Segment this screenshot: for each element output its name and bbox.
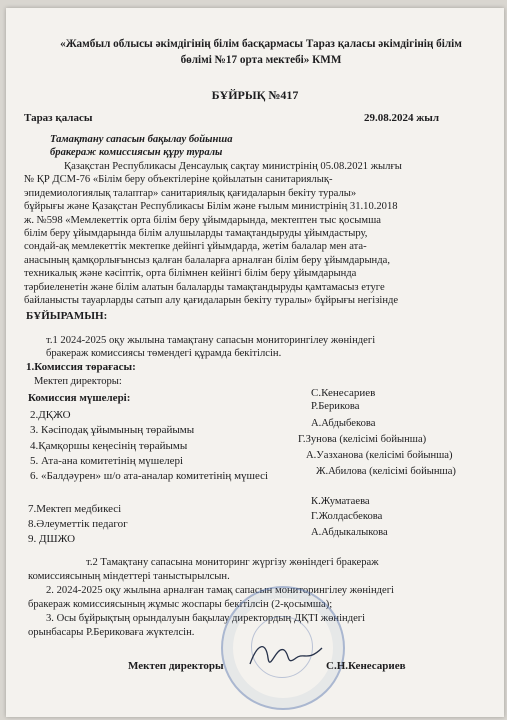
member-name: К.Жуматаева	[311, 496, 370, 507]
preamble-line: ж. №598 «Мемлекеттік орта білім беру ұйымдарында, мектептен тыс қосымша	[24, 214, 381, 226]
member-name: Р.Берикова	[311, 401, 360, 412]
member-name: Г.Зунова (келісімі бойынша)	[298, 434, 427, 445]
member-role: 7.Мектеп медбикесі	[28, 503, 122, 515]
member-role: 6. «Балдәурен» ш/о ата-аналар комитетінің мүшесі	[30, 470, 269, 482]
item-b3-line-1: 3. Осы бұйрықтың орындалуын бақылау директордың ДҚТІ жөніндегі	[46, 613, 366, 624]
member-name: Г.Жолдасбекова	[311, 511, 383, 522]
preamble-line: Қазақстан Республикасы Денсаулық сақтау министрінің 05.08.2021 жылғы	[64, 161, 402, 172]
subject-line-2: бракераж комиссиясын құру туралы	[50, 147, 223, 158]
organization-header	[36, 36, 486, 68]
members-heading: Комиссия мүшелері:	[28, 392, 131, 404]
preamble-line: техникалық және кәсіптік, орта білімнен кейінгі білім беру ұйымдарында	[24, 268, 357, 280]
member-role: 9. ДШЖО	[28, 533, 76, 545]
chair-role: Мектеп директоры:	[34, 376, 122, 387]
item-2-line-2: комиссиясының міндеттері таныстырылсын.	[28, 570, 230, 582]
order-date: 29.08.2024 жыл	[364, 112, 439, 124]
item-b3-line-2: орынбасары Р.Бериковаға жүктелсін.	[28, 626, 195, 638]
member-role: 2.ДҚЖО	[30, 409, 71, 421]
decree-word: БҰЙЫРАМЫН:	[26, 310, 108, 322]
preamble-line: эпидемиологиялық талаптар» санитариялық қағидаларын бекіту туралы»	[24, 187, 357, 199]
preamble-line: байланысты тауарларды сатып алу қағидаларын бекіту туралы» бұйрығы негізінде	[24, 295, 399, 307]
item-2	[28, 556, 379, 583]
member-name: Ж.Абилова (келісімі бойынша)	[316, 466, 456, 477]
preamble-line: анасының қамқорлығынсыз қалған балаларға арналған білім беру ұйымдарында,	[24, 254, 390, 266]
chair-heading: 1.Комиссия төрағасы:	[26, 361, 136, 373]
preamble-line: білім беру ұйымдарында білім алушыларды тамақтандыруды ұйымдастыру,	[24, 228, 368, 240]
signoff-name: С.Н.Кенесариев	[326, 660, 406, 672]
member-name: А.Абдыбекова	[311, 418, 376, 429]
document-page	[6, 8, 504, 717]
member-role: 8.Әлеуметтік педагог	[28, 518, 128, 530]
preamble-paragraph	[24, 160, 486, 307]
item-b2-line-1: 2. 2024-2025 оқу жылына арналған тамақ сапасын мониторингілеу жөніндегі	[46, 585, 395, 596]
order-subject	[50, 133, 233, 159]
preamble-line: сондай-ақ мемлекеттік мектепке дейінгі ұйымдарда, жетім балалар мен ата-	[24, 241, 367, 253]
preamble-line: тәрбиеленетін және білім алатын балаларды тамақтандыруды қамтамасыз етуге	[24, 281, 385, 293]
item-1-line-1: т.1 2024-2025 оқу жылына тамақтану сапасын мониторингілеу жөніндегі	[46, 335, 376, 346]
order-title: БҰЙРЫҚ №417	[211, 88, 299, 102]
member-name: А.Уазханова (келісімі бойынша)	[306, 450, 453, 461]
member-role: 3. Кәсіподақ ұйымының төрайымы	[30, 424, 195, 436]
signoff-role: Мектеп директоры	[128, 660, 224, 672]
preamble-line: бұйрығы және Қазақстан Республикасы Білім және ғылым министрінің 31.10.2018	[24, 201, 398, 213]
item-1	[46, 334, 375, 361]
chair-name: С.Кенесариев	[311, 387, 376, 399]
order-city: Тараз қаласы	[24, 112, 93, 124]
member-role: 4.Қамқоршы кеңесінің төрайымы	[30, 440, 188, 452]
member-name: А.Абдыкалыкова	[311, 527, 388, 538]
item-b2-line-2: бракераж комиссиясының жұмыс жоспары бекітілсін (2-қосымша);	[28, 598, 333, 610]
header-line-2: бөлімі №17 орта мектебі» КММ	[180, 54, 342, 66]
preamble-line: № ҚР ДСМ-76 «Білім беру объектілеріне қойылатын санитариялық-	[24, 174, 333, 186]
item-b2	[28, 584, 395, 611]
member-role: 5. Ата-ана комитетінің мүшелері	[30, 455, 184, 467]
item-1-line-2: бракераж комиссиясы төмендегі құрамда бекітілсін.	[46, 348, 282, 360]
item-2-line-1: т.2 Тамақтану сапасына мониторинг жүргізу жөніндегі бракераж	[86, 557, 379, 568]
subject-line-1: Тамақтану сапасын бақылау бойынша	[50, 134, 233, 145]
header-line-1: «Жамбыл облысы әкімдігінің білім басқармасы Тараз қаласы әкімдігінің білім	[60, 38, 462, 50]
director-signature	[246, 636, 326, 676]
